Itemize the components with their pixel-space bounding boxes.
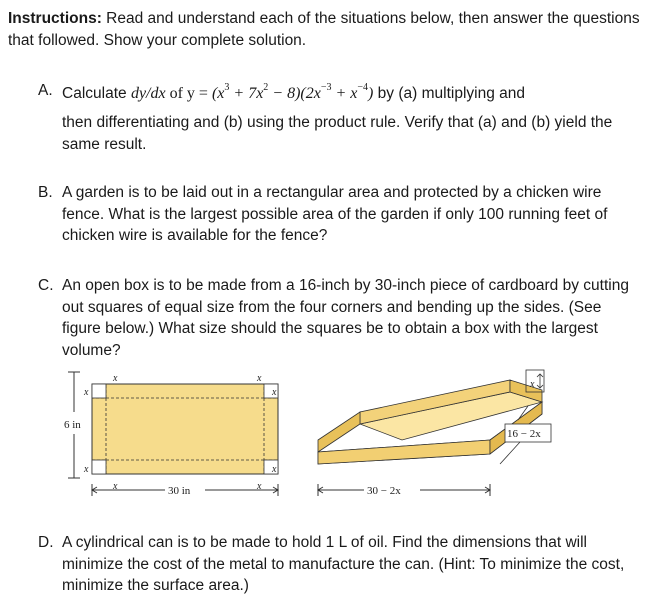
- corner-x-label: x: [272, 387, 277, 398]
- box-depth-label: 16 − 2x: [507, 428, 541, 440]
- question-d-text: A cylindrical can is to be made to hold 1 L of oil. Find the dimensions that will minimize the cost of the metal to manufacture the can. (Hint: To minimize the cost, minimize the surface area.): [62, 534, 625, 594]
- question-a-formula: dy/dx of $y = (x^3 + 7x^2 - 8)(2x^{-3} + x^{-4})$: [130, 82, 374, 102]
- question-a-rest: then differentiating and (b) using the product rule. Verify that (a) and (b) yield the same result.: [62, 114, 613, 153]
- question-c-text: An open box is to be made from a 16-inch by 30-inch piece of cardboard by cutting out squares of equal size from the four corners and bending up the sides. (See figure below.) What size should the squares be to obtain a box with the largest volume?: [62, 277, 629, 359]
- question-c: [38, 275, 643, 361]
- question-letter: D.: [38, 534, 54, 551]
- instructions: [8, 8, 650, 52]
- question-d: [38, 532, 643, 597]
- open-box-figure: [0, 362, 658, 507]
- box-width-label: 30 − 2x: [367, 485, 401, 497]
- folded-box: [318, 370, 551, 497]
- corner-x-label: x: [84, 387, 89, 398]
- corner-x-label: x: [257, 373, 262, 384]
- question-letter: A.: [38, 82, 53, 99]
- question-a-line1: [62, 80, 643, 110]
- instructions-label: Instructions:: [8, 10, 102, 27]
- question-b: [38, 182, 643, 247]
- flat-cardboard: [64, 372, 278, 497]
- corner-x-label: x: [257, 481, 262, 492]
- question-a-post: by (a) multiplying and: [373, 85, 525, 102]
- box-height-label: x: [530, 379, 535, 390]
- question-letter: B.: [38, 184, 53, 201]
- question-a-pre: Calculate: [62, 85, 131, 102]
- corner-x-label: x: [113, 481, 118, 492]
- question-b-text: A garden is to be laid out in a rectangular area and protected by a chicken wire fence. What is the largest possible area of the garden if only 100 running feet of chicken wire is available for the fence?: [62, 184, 608, 244]
- instructions-text: Read and understand each of the situations below, then answer the questions that followed. Show your complete solution.: [8, 10, 640, 49]
- corner-x-label: x: [113, 373, 118, 384]
- question-a: [38, 80, 643, 155]
- corner-x-label: x: [272, 464, 277, 475]
- question-letter: C.: [38, 277, 54, 294]
- width-label: 30 in: [168, 485, 191, 497]
- corner-x-label: x: [84, 464, 89, 475]
- height-label: 6 in: [64, 419, 81, 431]
